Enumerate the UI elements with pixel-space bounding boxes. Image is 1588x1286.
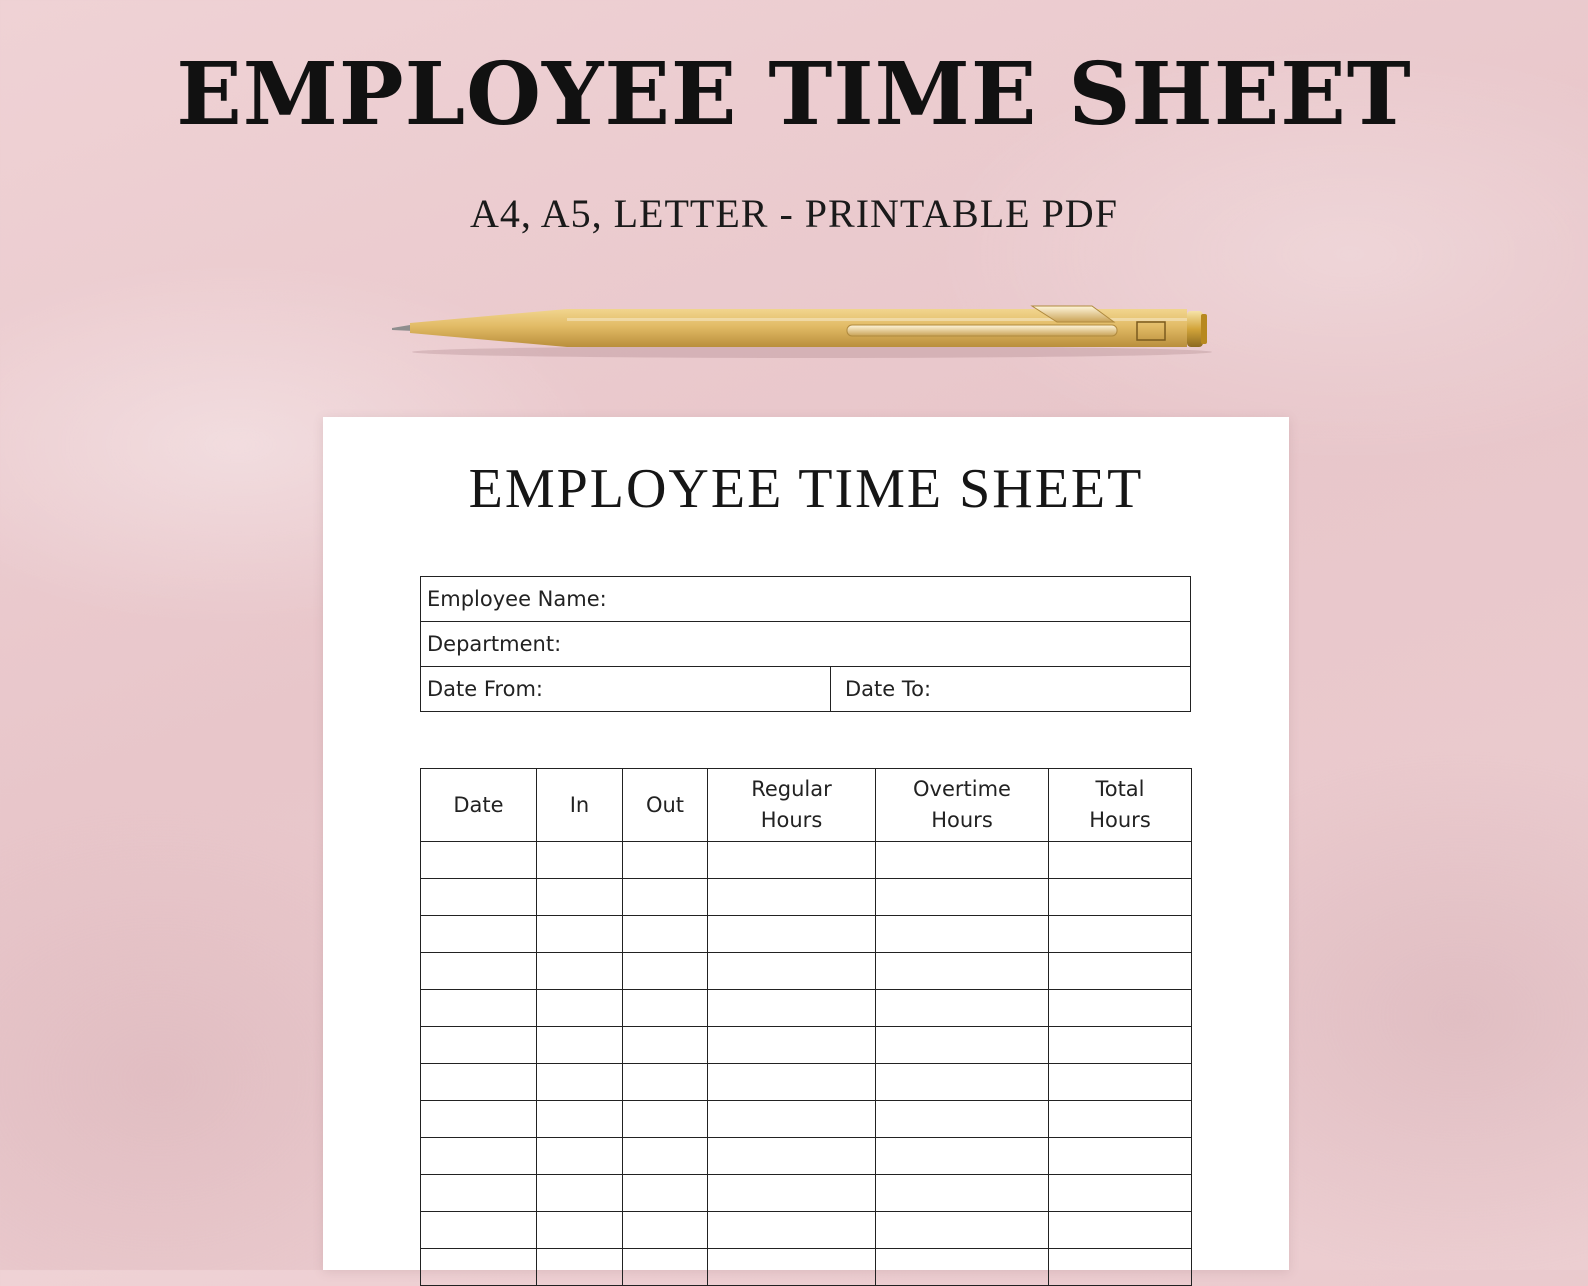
table-cell-regular-hours[interactable] xyxy=(708,1175,876,1212)
column-header-regular-hours xyxy=(708,769,876,842)
table-cell-overtime-hours[interactable] xyxy=(876,1064,1049,1101)
column-header-line: Total xyxy=(1095,777,1145,801)
table-cell-in[interactable] xyxy=(537,1064,623,1101)
table-cell-regular-hours[interactable] xyxy=(708,1027,876,1064)
table-cell-overtime-hours[interactable] xyxy=(876,1175,1049,1212)
table-cell-out[interactable] xyxy=(623,916,708,953)
table-cell-date[interactable] xyxy=(421,1212,537,1249)
column-header-total-hours xyxy=(1049,769,1192,842)
table-cell-regular-hours[interactable] xyxy=(708,1212,876,1249)
table-cell-out[interactable] xyxy=(623,842,708,879)
table-cell-out[interactable] xyxy=(623,1064,708,1101)
table-cell-overtime-hours[interactable] xyxy=(876,916,1049,953)
table-cell-date[interactable] xyxy=(421,1138,537,1175)
table-cell-out[interactable] xyxy=(623,1212,708,1249)
column-header-line: Date xyxy=(453,792,504,817)
table-cell-out[interactable] xyxy=(623,879,708,916)
table-cell-date[interactable] xyxy=(421,916,537,953)
table-cell-regular-hours[interactable] xyxy=(708,953,876,990)
table-cell-date[interactable] xyxy=(421,842,537,879)
table-body xyxy=(421,842,1192,1286)
table-cell-total-hours[interactable] xyxy=(1049,842,1192,879)
table-cell-out[interactable] xyxy=(623,990,708,1027)
table-cell-in[interactable] xyxy=(537,1249,623,1286)
table-cell-out[interactable] xyxy=(623,1138,708,1175)
table-cell-total-hours[interactable] xyxy=(1049,953,1192,990)
table-cell-overtime-hours[interactable] xyxy=(876,1212,1049,1249)
table-header-row xyxy=(421,769,1192,842)
column-header-line: Overtime xyxy=(913,777,1011,801)
table-cell-regular-hours[interactable] xyxy=(708,1249,876,1286)
table-cell-total-hours[interactable] xyxy=(1049,916,1192,953)
table-cell-regular-hours[interactable] xyxy=(708,842,876,879)
table-row xyxy=(421,1212,1192,1249)
date-range-row xyxy=(421,667,1190,711)
table-cell-total-hours[interactable] xyxy=(1049,1138,1192,1175)
table-cell-out[interactable] xyxy=(623,1249,708,1286)
table-cell-total-hours[interactable] xyxy=(1049,990,1192,1027)
table-row xyxy=(421,1101,1192,1138)
column-header-in xyxy=(537,769,623,842)
table-row xyxy=(421,1138,1192,1175)
column-header-out xyxy=(623,769,708,842)
column-header-line: Hours xyxy=(1089,808,1151,832)
table-row xyxy=(421,1027,1192,1064)
date-from-field[interactable] xyxy=(421,667,831,711)
department-field[interactable] xyxy=(421,622,1190,666)
table-cell-regular-hours[interactable] xyxy=(708,879,876,916)
table-cell-date[interactable] xyxy=(421,1175,537,1212)
table-cell-total-hours[interactable] xyxy=(1049,879,1192,916)
department-label: Department: xyxy=(427,632,562,656)
table-row xyxy=(421,842,1192,879)
table-cell-total-hours[interactable] xyxy=(1049,1175,1192,1212)
table-cell-out[interactable] xyxy=(623,1101,708,1138)
sheet-title: EMPLOYEE TIME SHEET xyxy=(468,458,1144,520)
table-cell-regular-hours[interactable] xyxy=(708,1101,876,1138)
table-cell-in[interactable] xyxy=(537,879,623,916)
table-cell-overtime-hours[interactable] xyxy=(876,1138,1049,1175)
table-cell-regular-hours[interactable] xyxy=(708,916,876,953)
table-cell-total-hours[interactable] xyxy=(1049,1249,1192,1286)
table-row xyxy=(421,990,1192,1027)
department-row xyxy=(421,622,1190,667)
table-cell-in[interactable] xyxy=(537,953,623,990)
time-log-table xyxy=(420,768,1192,1286)
table-cell-date[interactable] xyxy=(421,1027,537,1064)
table-cell-out[interactable] xyxy=(623,1175,708,1212)
employee-name-row xyxy=(421,577,1190,622)
table-cell-overtime-hours[interactable] xyxy=(876,1249,1049,1286)
table-cell-date[interactable] xyxy=(421,1101,537,1138)
table-cell-date[interactable] xyxy=(421,953,537,990)
table-cell-date[interactable] xyxy=(421,990,537,1027)
date-from-label: Date From: xyxy=(427,677,543,701)
employee-info-box xyxy=(420,576,1191,712)
table-cell-in[interactable] xyxy=(537,842,623,879)
table-row xyxy=(421,916,1192,953)
table-cell-date[interactable] xyxy=(421,879,537,916)
table-cell-in[interactable] xyxy=(537,1175,623,1212)
table-row xyxy=(421,879,1192,916)
table-cell-out[interactable] xyxy=(623,1027,708,1064)
column-header-date xyxy=(421,769,537,842)
table-cell-total-hours[interactable] xyxy=(1049,1212,1192,1249)
table-row xyxy=(421,1249,1192,1286)
time-sheet-page xyxy=(323,417,1289,1270)
table-row xyxy=(421,1064,1192,1101)
table-cell-in[interactable] xyxy=(537,1212,623,1249)
table-cell-date[interactable] xyxy=(421,1064,537,1101)
table-cell-total-hours[interactable] xyxy=(1049,1101,1192,1138)
table-cell-in[interactable] xyxy=(537,1138,623,1175)
table-row xyxy=(421,1175,1192,1212)
employee-name-field[interactable] xyxy=(421,577,1190,621)
column-header-line: Regular xyxy=(751,777,832,801)
table-cell-overtime-hours[interactable] xyxy=(876,1101,1049,1138)
table-cell-regular-hours[interactable] xyxy=(708,1138,876,1175)
column-header-overtime-hours xyxy=(876,769,1049,842)
table-cell-overtime-hours[interactable] xyxy=(876,879,1049,916)
date-to-label: Date To: xyxy=(845,677,932,701)
date-to-field[interactable] xyxy=(831,667,1190,711)
table-cell-overtime-hours[interactable] xyxy=(876,1027,1049,1064)
table-cell-regular-hours[interactable] xyxy=(708,1064,876,1101)
table-row xyxy=(421,953,1192,990)
column-header-line: Hours xyxy=(931,808,993,832)
table-cell-out[interactable] xyxy=(623,953,708,990)
table-cell-in[interactable] xyxy=(537,990,623,1027)
table-cell-regular-hours[interactable] xyxy=(708,990,876,1027)
table-cell-overtime-hours[interactable] xyxy=(876,842,1049,879)
table-cell-total-hours[interactable] xyxy=(1049,1027,1192,1064)
table-cell-total-hours[interactable] xyxy=(1049,1064,1192,1101)
table-cell-in[interactable] xyxy=(537,1027,623,1064)
employee-name-label: Employee Name: xyxy=(427,587,607,611)
banner-title: EMPLOYEE TIME SHEET xyxy=(176,44,1412,145)
pen-icon xyxy=(392,292,1222,362)
banner-subtitle: A4, A5, LETTER - PRINTABLE PDF xyxy=(470,191,1118,236)
column-header-line: Out xyxy=(645,792,685,817)
table-cell-in[interactable] xyxy=(537,1101,623,1138)
column-header-line: In xyxy=(569,792,590,817)
column-header-line: Hours xyxy=(760,808,823,832)
table-cell-date[interactable] xyxy=(421,1249,537,1286)
table-cell-overtime-hours[interactable] xyxy=(876,990,1049,1027)
table-cell-in[interactable] xyxy=(537,916,623,953)
table-cell-overtime-hours[interactable] xyxy=(876,953,1049,990)
